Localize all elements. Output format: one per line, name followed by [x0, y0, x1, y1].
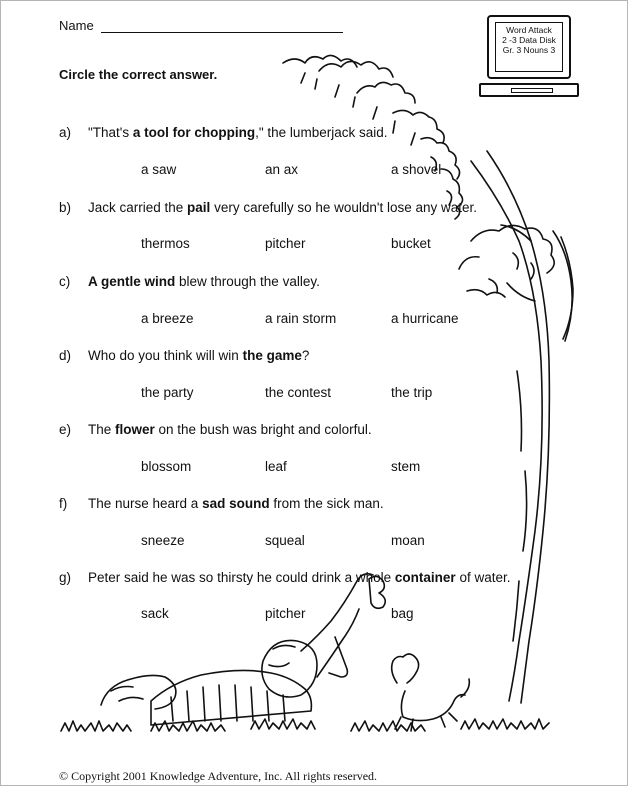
question-letter: d)	[59, 348, 72, 363]
tree-trunk-icon	[471, 151, 549, 703]
answer-option[interactable]: pitcher	[265, 606, 306, 621]
question-text-part: Jack carried the	[88, 200, 188, 215]
disk-slot	[511, 88, 553, 93]
question-text-part: ," the lumberjack said.	[255, 125, 388, 140]
question-keyword: sad sound	[202, 496, 270, 511]
question-letter: e)	[59, 422, 72, 437]
badge-text	[495, 22, 563, 72]
question-text-part: The nurse heard a	[88, 496, 203, 511]
answer-option[interactable]: the trip	[391, 385, 433, 400]
question-letter: a)	[59, 125, 72, 140]
question-keyword: pail	[187, 200, 211, 215]
badge-line-3: Gr. 3 Nouns 3	[502, 45, 556, 55]
question-keyword: A gentle wind	[88, 274, 176, 289]
copyright-notice: © Copyright 2001 Knowledge Adventure, Inc. All rights reserved.	[59, 769, 378, 783]
question-text	[88, 125, 387, 140]
answer-option[interactable]: leaf	[265, 459, 287, 474]
answer-option[interactable]: bucket	[391, 236, 431, 251]
answer-option[interactable]: thermos	[141, 236, 190, 251]
question-text-part: of water.	[455, 570, 511, 585]
question-text	[88, 200, 477, 215]
answer-option[interactable]: a breeze	[141, 311, 194, 326]
badge-line-1: Word Attack	[506, 25, 552, 35]
answer-option[interactable]: squeal	[265, 533, 305, 548]
grass-icon	[61, 719, 549, 731]
answer-option[interactable]: bag	[391, 606, 414, 621]
answer-option[interactable]: a shovel	[391, 162, 442, 177]
question-text-part: ?	[301, 348, 310, 363]
answer-option[interactable]: sack	[141, 606, 169, 621]
question-keyword: container	[394, 570, 456, 585]
child-reading-icon	[101, 574, 385, 725]
question-text-part: from the sick man.	[269, 496, 384, 511]
question-text-part: Who do you think will win	[88, 348, 243, 363]
question-letter: b)	[59, 200, 72, 215]
computer-keyboard	[479, 83, 579, 97]
answer-option[interactable]: a hurricane	[391, 311, 459, 326]
question-text	[88, 274, 320, 289]
answer-option[interactable]: a saw	[141, 162, 177, 177]
question-letter: g)	[59, 570, 72, 585]
answer-option[interactable]: an ax	[265, 162, 299, 177]
question-letter: f)	[59, 496, 68, 511]
question-letter: c)	[59, 274, 71, 289]
computer-screen	[487, 15, 571, 79]
answer-option[interactable]: the party	[141, 385, 194, 400]
question-text	[88, 348, 309, 363]
question-text-part: blew through the valley.	[175, 274, 320, 289]
question-keyword: flower	[115, 422, 155, 437]
answer-option[interactable]: blossom	[141, 459, 192, 474]
name-label: Name	[59, 18, 94, 33]
badge-line-2: 2 -3 Data Disk	[502, 35, 556, 45]
question-text-part: Peter said he was so thirsty he could drink a whole	[88, 570, 395, 585]
answer-option[interactable]: sneeze	[141, 533, 185, 548]
question-text-part: "That's	[88, 125, 133, 140]
answer-option[interactable]: moan	[391, 533, 425, 548]
instructions: Circle the correct answer.	[59, 67, 218, 82]
question-keyword: a tool for chopping	[132, 125, 256, 140]
answer-option[interactable]: a rain storm	[265, 311, 337, 326]
question-text	[88, 496, 384, 511]
question-text-part: The	[88, 422, 116, 437]
question-text-part: very carefully so he wouldn't lose any water.	[210, 200, 478, 215]
question-text	[88, 422, 372, 437]
answer-option[interactable]: pitcher	[265, 236, 306, 251]
dog-icon	[392, 654, 470, 731]
question-keyword: the game	[242, 348, 302, 363]
answer-option[interactable]: the contest	[265, 385, 332, 400]
question-text-part: on the bush was bright and colorful.	[154, 422, 372, 437]
answer-option[interactable]: stem	[391, 459, 421, 474]
computer-icon	[479, 15, 583, 99]
name-blank-line	[101, 32, 343, 33]
question-text	[88, 570, 510, 585]
